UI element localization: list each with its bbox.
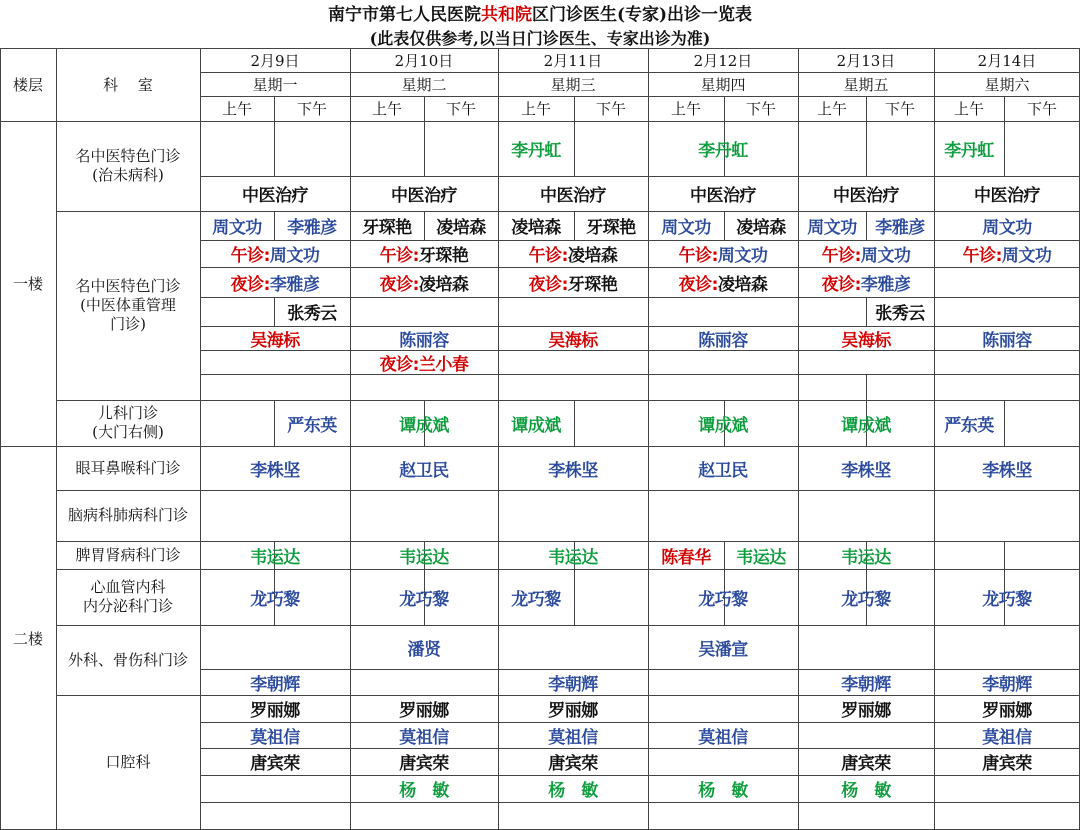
doctor-entry: 李株坚 (841, 460, 891, 481)
afternoon-session-header: 下午 (445, 100, 476, 118)
doctor-entry: 凌培森 (511, 218, 561, 238)
doctor-entry: 吴海标 (548, 330, 598, 350)
doctor-entry: 韦运达 (250, 547, 300, 568)
day-weekday-header: 星期三 (550, 75, 596, 94)
doctor-entry: 牙琛艳 (362, 218, 412, 238)
day-weekday-header: 星期四 (700, 75, 746, 94)
floor-column-header: 楼层 (12, 76, 43, 94)
schedule-table (0, 48, 1080, 830)
doctor-entry: 牙琛艳 (586, 218, 636, 238)
morning-session-header: 上午 (670, 100, 701, 118)
session-prefix: 午诊: (230, 246, 270, 266)
doctor-entry: 张秀云 (875, 304, 925, 324)
doctor-entry: 罗丽娜 (399, 701, 449, 721)
afternoon-session-header: 下午 (296, 100, 327, 118)
department-label: 名中医特色门诊 (中医体重管理 门诊) (75, 277, 181, 333)
doctor-name: 周文功 (269, 246, 320, 266)
doctor-entry: 罗丽娜 (841, 701, 891, 721)
doctor-entry: 中医治疗 (391, 186, 457, 206)
doctor-name: 李雅彦 (269, 274, 320, 295)
day-weekday-header: 星期二 (401, 75, 447, 94)
doctor-entry: 龙巧黎 (250, 589, 300, 610)
doctor-entry: 凌培森 (436, 218, 486, 238)
floor-label-second: 二楼 (12, 629, 43, 648)
schedule-header (0, 0, 1080, 50)
doctor-entry: 中医治疗 (242, 186, 308, 206)
morning-session-header: 上午 (816, 100, 847, 118)
doctor-entry: 谭成斌 (399, 415, 449, 436)
doctor-entry: 吴潘宣 (698, 639, 748, 660)
floor-label-first: 一楼 (12, 275, 43, 293)
doctor-entry: 韦运达 (399, 547, 449, 568)
doctor-entry: 赵卫民 (698, 460, 748, 481)
day-date-header: 2月13日 (836, 51, 896, 70)
doctor-entry: 唐宾荣 (399, 754, 449, 774)
morning-session-header: 上午 (520, 100, 551, 118)
doctor-entry: 陈春华 (661, 547, 711, 568)
afternoon-session-header: 下午 (595, 100, 626, 118)
department-label: 脾胃肾病科门诊 (75, 545, 181, 564)
doctor-entry: 韦运达 (841, 547, 891, 568)
doctor-entry: 李丹虹 (698, 141, 748, 161)
doctor-name: 牙琛艳 (418, 246, 469, 266)
doctor-name: 李雅彦 (860, 274, 911, 295)
doctor-entry: 莫祖信 (548, 727, 598, 748)
doctor-name: 凌培森 (418, 274, 469, 295)
doctor-entry: 李株坚 (548, 460, 598, 481)
doctor-name: 牙琛艳 (567, 274, 618, 295)
doctor-entry: 唐宾荣 (982, 754, 1032, 774)
department-label: 外科、骨伤科门诊 (67, 650, 188, 669)
doctor-entry: 韦运达 (548, 547, 598, 568)
doctor-entry: 潘贤 (407, 639, 441, 660)
session-prefix: 午诊: (821, 246, 861, 266)
session-prefix: 夜诊: (379, 274, 419, 295)
doctor-entry: 周文功 (982, 218, 1032, 238)
day-weekday-header: 星期一 (252, 75, 298, 94)
doctor-entry: 李朝辉 (548, 674, 598, 695)
doctor-entry: 周文功 (807, 218, 857, 238)
session-prefix: 夜诊: (379, 354, 419, 374)
doctor-entry: 杨 敏 (548, 781, 598, 801)
doctor-entry: 韦运达 (736, 547, 786, 568)
doctor-entry: 杨 敏 (698, 781, 748, 801)
doctor-name: 周文功 (860, 246, 911, 266)
morning-session-header: 上午 (371, 100, 402, 118)
doctor-name: 周文功 (1001, 246, 1052, 266)
afternoon-session-header: 下午 (1026, 100, 1057, 118)
doctor-entry: 杨 敏 (841, 781, 891, 801)
doctor-entry: 罗丽娜 (548, 701, 598, 721)
doctor-entry: 谭成斌 (511, 415, 561, 436)
day-weekday-header: 星期六 (984, 75, 1030, 94)
session-prefix: 夜诊: (528, 274, 568, 295)
department-column-header: 科 室 (103, 76, 153, 94)
doctor-entry: 莫祖信 (250, 727, 300, 748)
doctor-entry: 中医治疗 (690, 186, 756, 206)
doctor-entry: 李朝辉 (982, 674, 1032, 695)
session-prefix: 午诊: (379, 246, 419, 266)
doctor-entry: 中医治疗 (540, 186, 606, 206)
doctor-entry: 莫祖信 (399, 727, 449, 748)
day-date-header: 2月9日 (250, 51, 300, 70)
title-prefix: 南宁市第七人民医院 (327, 5, 481, 25)
doctor-entry: 陈丽容 (698, 330, 748, 350)
doctor-entry: 谭成斌 (841, 415, 891, 436)
doctor-entry: 谭成斌 (698, 415, 748, 436)
department-label: 眼耳鼻喉科门诊 (75, 458, 181, 477)
day-date-header: 2月10日 (394, 51, 454, 70)
doctor-entry: 凌培森 (736, 218, 786, 238)
doctor-entry: 李朝辉 (250, 674, 300, 695)
department-label: 心血管内科 内分泌科门诊 (82, 578, 173, 615)
doctor-entry: 龙巧黎 (511, 589, 561, 610)
doctor-entry: 唐宾荣 (548, 754, 598, 774)
doctor-entry: 中医治疗 (974, 186, 1040, 206)
session-prefix: 午诊: (962, 246, 1002, 266)
doctor-entry: 严东英 (287, 415, 337, 436)
table-outline (0, 48, 1080, 830)
department-label: 名中医特色门诊 (治未病科) (75, 147, 181, 184)
doctor-entry: 杨 敏 (399, 781, 449, 801)
doctor-entry: 严东英 (944, 415, 994, 436)
doctor-entry: 张秀云 (287, 304, 337, 324)
doctor-name: 凌培森 (717, 274, 768, 295)
doctor-entry: 李株坚 (250, 460, 300, 481)
doctor-entry: 赵卫民 (399, 460, 449, 481)
page-title (0, 3, 1080, 27)
morning-session-header: 上午 (953, 100, 984, 118)
doctor-entry: 李雅彦 (875, 218, 925, 238)
department-label: 口腔科 (105, 752, 151, 771)
doctor-entry: 李丹虹 (944, 141, 994, 161)
session-prefix: 午诊: (678, 246, 718, 266)
session-prefix: 夜诊: (821, 274, 861, 295)
department-label: 儿科门诊 (大门右侧) (92, 404, 164, 441)
doctor-entry: 罗丽娜 (250, 701, 300, 721)
doctor-entry: 莫祖信 (982, 727, 1032, 748)
doctor-entry: 龙巧黎 (698, 589, 748, 610)
doctor-name: 周文功 (717, 246, 768, 266)
morning-session-header: 上午 (221, 100, 252, 118)
day-date-header: 2月12日 (693, 51, 753, 70)
afternoon-session-header: 下午 (745, 100, 776, 118)
doctor-entry: 李雅彦 (287, 218, 337, 238)
session-prefix: 夜诊: (230, 274, 270, 295)
doctor-entry: 罗丽娜 (982, 701, 1032, 721)
doctor-entry: 龙巧黎 (982, 589, 1032, 610)
doctor-name: 凌培森 (567, 246, 618, 266)
doctor-entry: 吴海标 (250, 330, 300, 350)
day-weekday-header: 星期五 (843, 75, 889, 94)
doctor-entry: 李株坚 (982, 460, 1032, 481)
doctor-entry: 周文功 (212, 218, 262, 238)
doctor-entry: 周文功 (661, 218, 711, 238)
doctor-entry: 龙巧黎 (399, 589, 449, 610)
title-suffix: 区门诊医生(专家)出诊一览表 (531, 5, 753, 25)
afternoon-session-header: 下午 (884, 100, 915, 118)
session-prefix: 夜诊: (678, 274, 718, 295)
doctor-entry: 李朝辉 (841, 674, 891, 695)
doctor-entry: 李丹虹 (511, 141, 561, 161)
doctor-entry: 唐宾荣 (841, 754, 891, 774)
day-date-header: 2月14日 (977, 51, 1037, 70)
doctor-entry: 吴海标 (841, 330, 891, 350)
doctor-entry: 陈丽容 (399, 330, 449, 350)
doctor-entry: 陈丽容 (982, 330, 1032, 350)
doctor-entry: 龙巧黎 (841, 589, 891, 610)
doctor-entry: 中医治疗 (833, 186, 899, 206)
day-date-header: 2月11日 (543, 51, 603, 70)
doctor-name: 兰小春 (418, 354, 469, 374)
session-prefix: 午诊: (528, 246, 568, 266)
department-label: 脑病科肺病科门诊 (67, 506, 188, 524)
doctor-entry: 莫祖信 (698, 727, 748, 748)
title-campus-highlight: 共和院 (480, 5, 532, 25)
page-subtitle: (此表仅供参考,以当日门诊医生、专家出诊为准) (369, 29, 711, 48)
doctor-entry: 唐宾荣 (250, 754, 300, 774)
